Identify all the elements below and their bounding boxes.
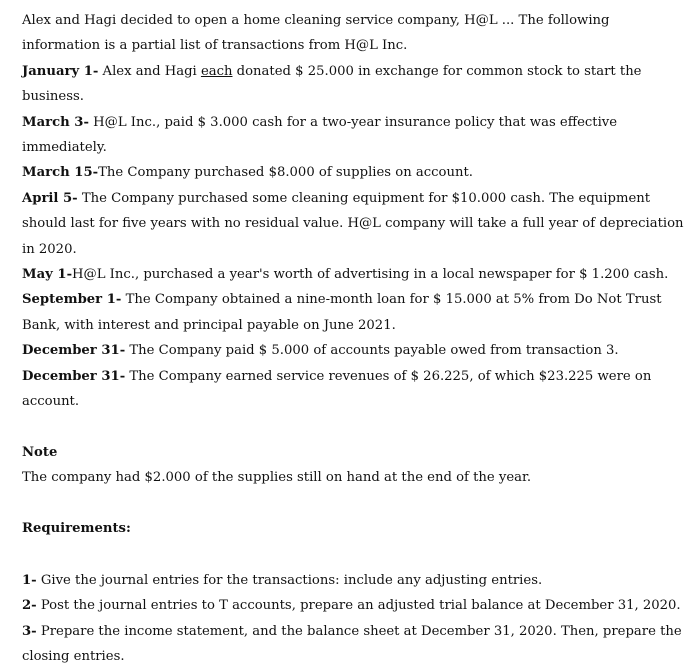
transaction-text: H@L Inc., purchased a year's worth of advertising in a local newspaper for $ 1.200 cash. xyxy=(72,267,669,283)
transaction-date: December 31- xyxy=(22,343,126,359)
transaction-mar-3 xyxy=(22,110,686,161)
transaction-mar-15 xyxy=(22,160,686,185)
note-heading: Note xyxy=(22,444,58,460)
transaction-text: donated $ 25.000 in exchange for common stock to start the business. xyxy=(22,63,642,105)
transaction-may-1 xyxy=(22,262,686,287)
spacer xyxy=(22,542,686,568)
requirement-number: 2- xyxy=(22,598,37,614)
transaction-text: H@L Inc., paid $ 3.000 cash for a two-year insurance policy that was effective immediately. xyxy=(22,114,618,156)
requirement-text: Give the journal entries for the transactions: include any adjusting entries. xyxy=(36,572,543,588)
intro-paragraph: Alex and Hagi decided to open a home cleaning service company, H@L ... The following information is a partial list of transactions from H@L Inc. xyxy=(22,13,610,54)
transaction-text: The Company purchased $8.000 of supplies on account. xyxy=(98,165,473,181)
note-text: The company had $2.000 of the supplies still on hand at the end of the year. xyxy=(22,469,532,485)
transaction-date: September 1- xyxy=(22,292,122,308)
transaction-text: Alex and Hagi xyxy=(98,63,201,79)
transaction-apr-5 xyxy=(22,186,686,262)
requirement-item-1 xyxy=(22,568,686,593)
transaction-text: The Company earned service revenues of $ 26.225, of which $23.225 were on account. xyxy=(22,368,652,410)
transaction-jan-1 xyxy=(22,59,686,110)
requirement-number: 3- xyxy=(22,623,37,639)
transaction-sep-1 xyxy=(22,287,686,338)
transaction-text: The Company paid $ 5.000 of accounts payable owed from transaction 3. xyxy=(125,343,619,359)
transaction-text-underlined: each xyxy=(200,63,233,79)
transaction-text: The Company obtained a nine-month loan for $ 15.000 at 5% from Do Not Trust Bank, with interest and principal payable on June 2021. xyxy=(22,292,662,333)
requirement-number: 1- xyxy=(22,572,37,588)
transaction-date: April 5- xyxy=(22,190,78,206)
transaction-date: March 15- xyxy=(22,165,99,181)
transaction-date: March 3- xyxy=(22,114,89,130)
requirement-text: Post the journal entries to T accounts, prepare an adjusted trial balance at December 31, 2020. xyxy=(36,598,681,614)
requirements-heading: Requirements: xyxy=(22,521,131,537)
requirement-item-2 xyxy=(22,593,686,618)
transaction-text: The Company purchased some cleaning equipment for $10.000 cash. The equipment should last for five years with no residual value. H@L company will take a full year of depreciation in 2020. xyxy=(22,190,684,257)
requirement-text: Prepare the income statement, and the balance sheet at December 31, 2020. Then, prepare the closing entries. xyxy=(22,623,682,664)
transaction-dec-31-payment xyxy=(22,338,686,363)
requirement-item-3 xyxy=(22,619,686,669)
spacer xyxy=(22,490,686,516)
transaction-dec-31-revenue xyxy=(22,364,686,415)
transaction-date: December 31- xyxy=(22,368,126,384)
transaction-date: May 1- xyxy=(22,267,73,283)
transaction-date: January 1- xyxy=(22,63,99,79)
spacer xyxy=(22,415,686,440)
